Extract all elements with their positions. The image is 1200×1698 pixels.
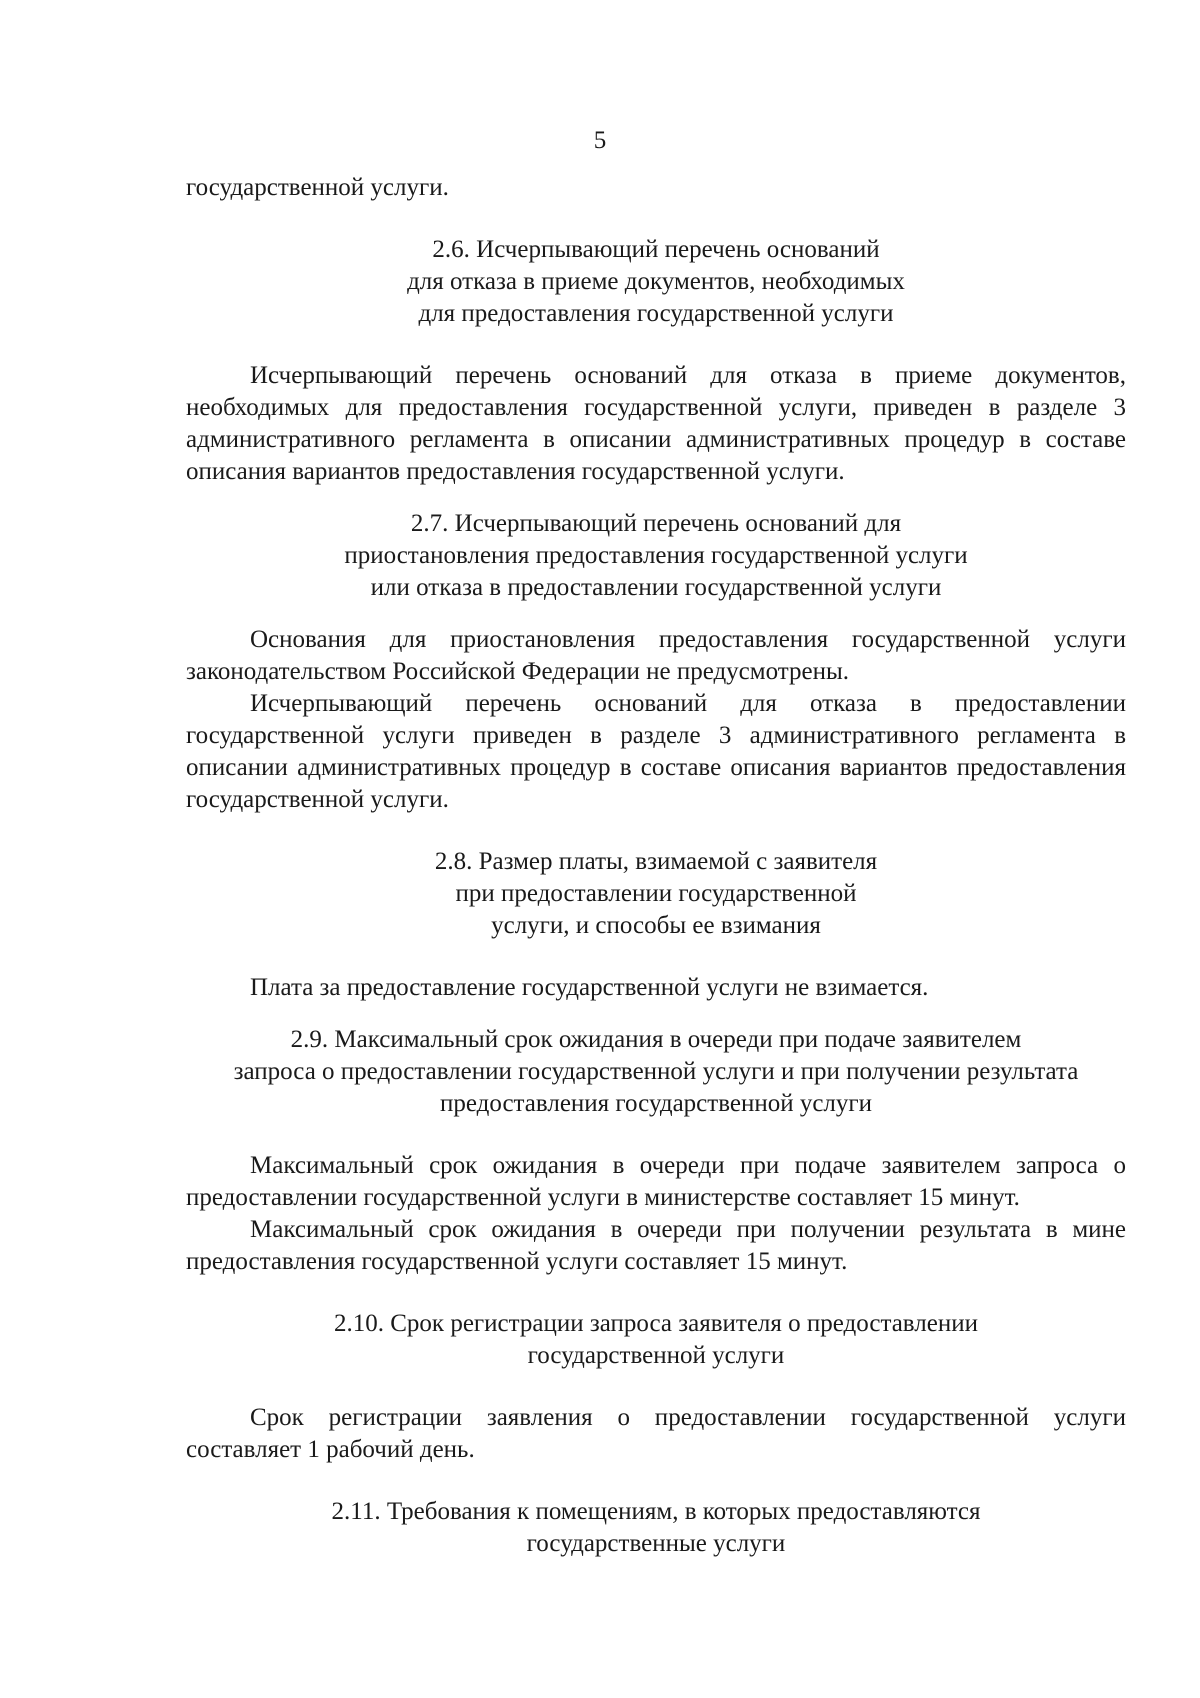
paragraph: Срок регистрации заявления о предоставлении государственной услуги составляет 1 рабочий день. xyxy=(186,1404,1126,1463)
section-heading xyxy=(186,508,1126,604)
heading-line: 2.9. Максимальный срок ожидания в очереди при подаче заявителем xyxy=(290,1026,1022,1053)
heading-line: государственные услуги xyxy=(526,1530,786,1557)
section-2-6 xyxy=(186,234,1126,488)
section-2-9 xyxy=(186,1024,1126,1278)
section-2-10 xyxy=(186,1308,1126,1466)
section-2-8 xyxy=(186,846,1126,1004)
section-heading xyxy=(186,1308,1126,1372)
section-heading xyxy=(186,1024,1126,1120)
heading-line: для отказа в приеме документов, необходимых xyxy=(407,268,905,295)
paragraph: Основания для приостановления предоставления государственной услуги законодательством Российской Федерации не предусмотрены. xyxy=(186,626,1126,685)
paragraph: Исчерпывающий перечень оснований для отказа в приеме документов, необходимых для предоставления государственной услуги, приведен в разделе 3 административного регламента в описании административных процедур в составе описания вариантов предоставления государственной услуги. xyxy=(186,362,1126,485)
section-heading xyxy=(186,1496,1126,1560)
heading-line: или отказа в предоставлении государственной услуги xyxy=(370,574,942,601)
heading-line: 2.8. Размер платы, взимаемой с заявителя xyxy=(434,848,878,875)
paragraph: Максимальный срок ожидания в очереди при подаче заявителем запроса о предоставлении государственной услуги в министерстве составляет 15 минут. xyxy=(186,1152,1126,1211)
section-2-11 xyxy=(186,1496,1126,1560)
section-heading xyxy=(186,234,1126,330)
heading-line: услуги, и способы ее взимания xyxy=(491,912,821,939)
paragraph: Исчерпывающий перечень оснований для отказа в предоставлении государственной услуги приведен в разделе 3 административного регламента в описании административных процедур в составе описания вариантов предоставления государственной услуги. xyxy=(186,690,1126,813)
page-number: 5 xyxy=(593,127,607,154)
heading-line: запроса о предоставлении государственной услуги и при получении результата xyxy=(233,1058,1079,1085)
section-heading xyxy=(186,846,1126,942)
continuation-text: государственной услуги. xyxy=(186,174,449,201)
heading-line: 2.6. Исчерпывающий перечень оснований xyxy=(432,236,880,263)
section-2-7 xyxy=(186,508,1126,816)
heading-line: 2.10. Срок регистрации запроса заявителя о предоставлении xyxy=(334,1310,978,1337)
heading-line: предоставления государственной услуги xyxy=(439,1090,873,1117)
heading-line: для предоставления государственной услуги xyxy=(418,300,894,327)
paragraph: Плата за предоставление государственной услуги не взимается. xyxy=(250,974,929,1001)
heading-line: приостановления предоставления государственной услуги xyxy=(344,542,968,569)
heading-line: при предоставлении государственной xyxy=(455,880,857,907)
heading-line: 2.11. Требования к помещениям, в которых предоставляются xyxy=(331,1498,981,1525)
paragraph: Максимальный срок ожидания в очереди при получении результата в мине предоставления государственной услуги составляет 15 минут. xyxy=(186,1216,1126,1275)
document-body xyxy=(186,172,1126,1560)
heading-line: 2.7. Исчерпывающий перечень оснований для xyxy=(410,510,902,537)
heading-line: государственной услуги xyxy=(527,1342,785,1369)
